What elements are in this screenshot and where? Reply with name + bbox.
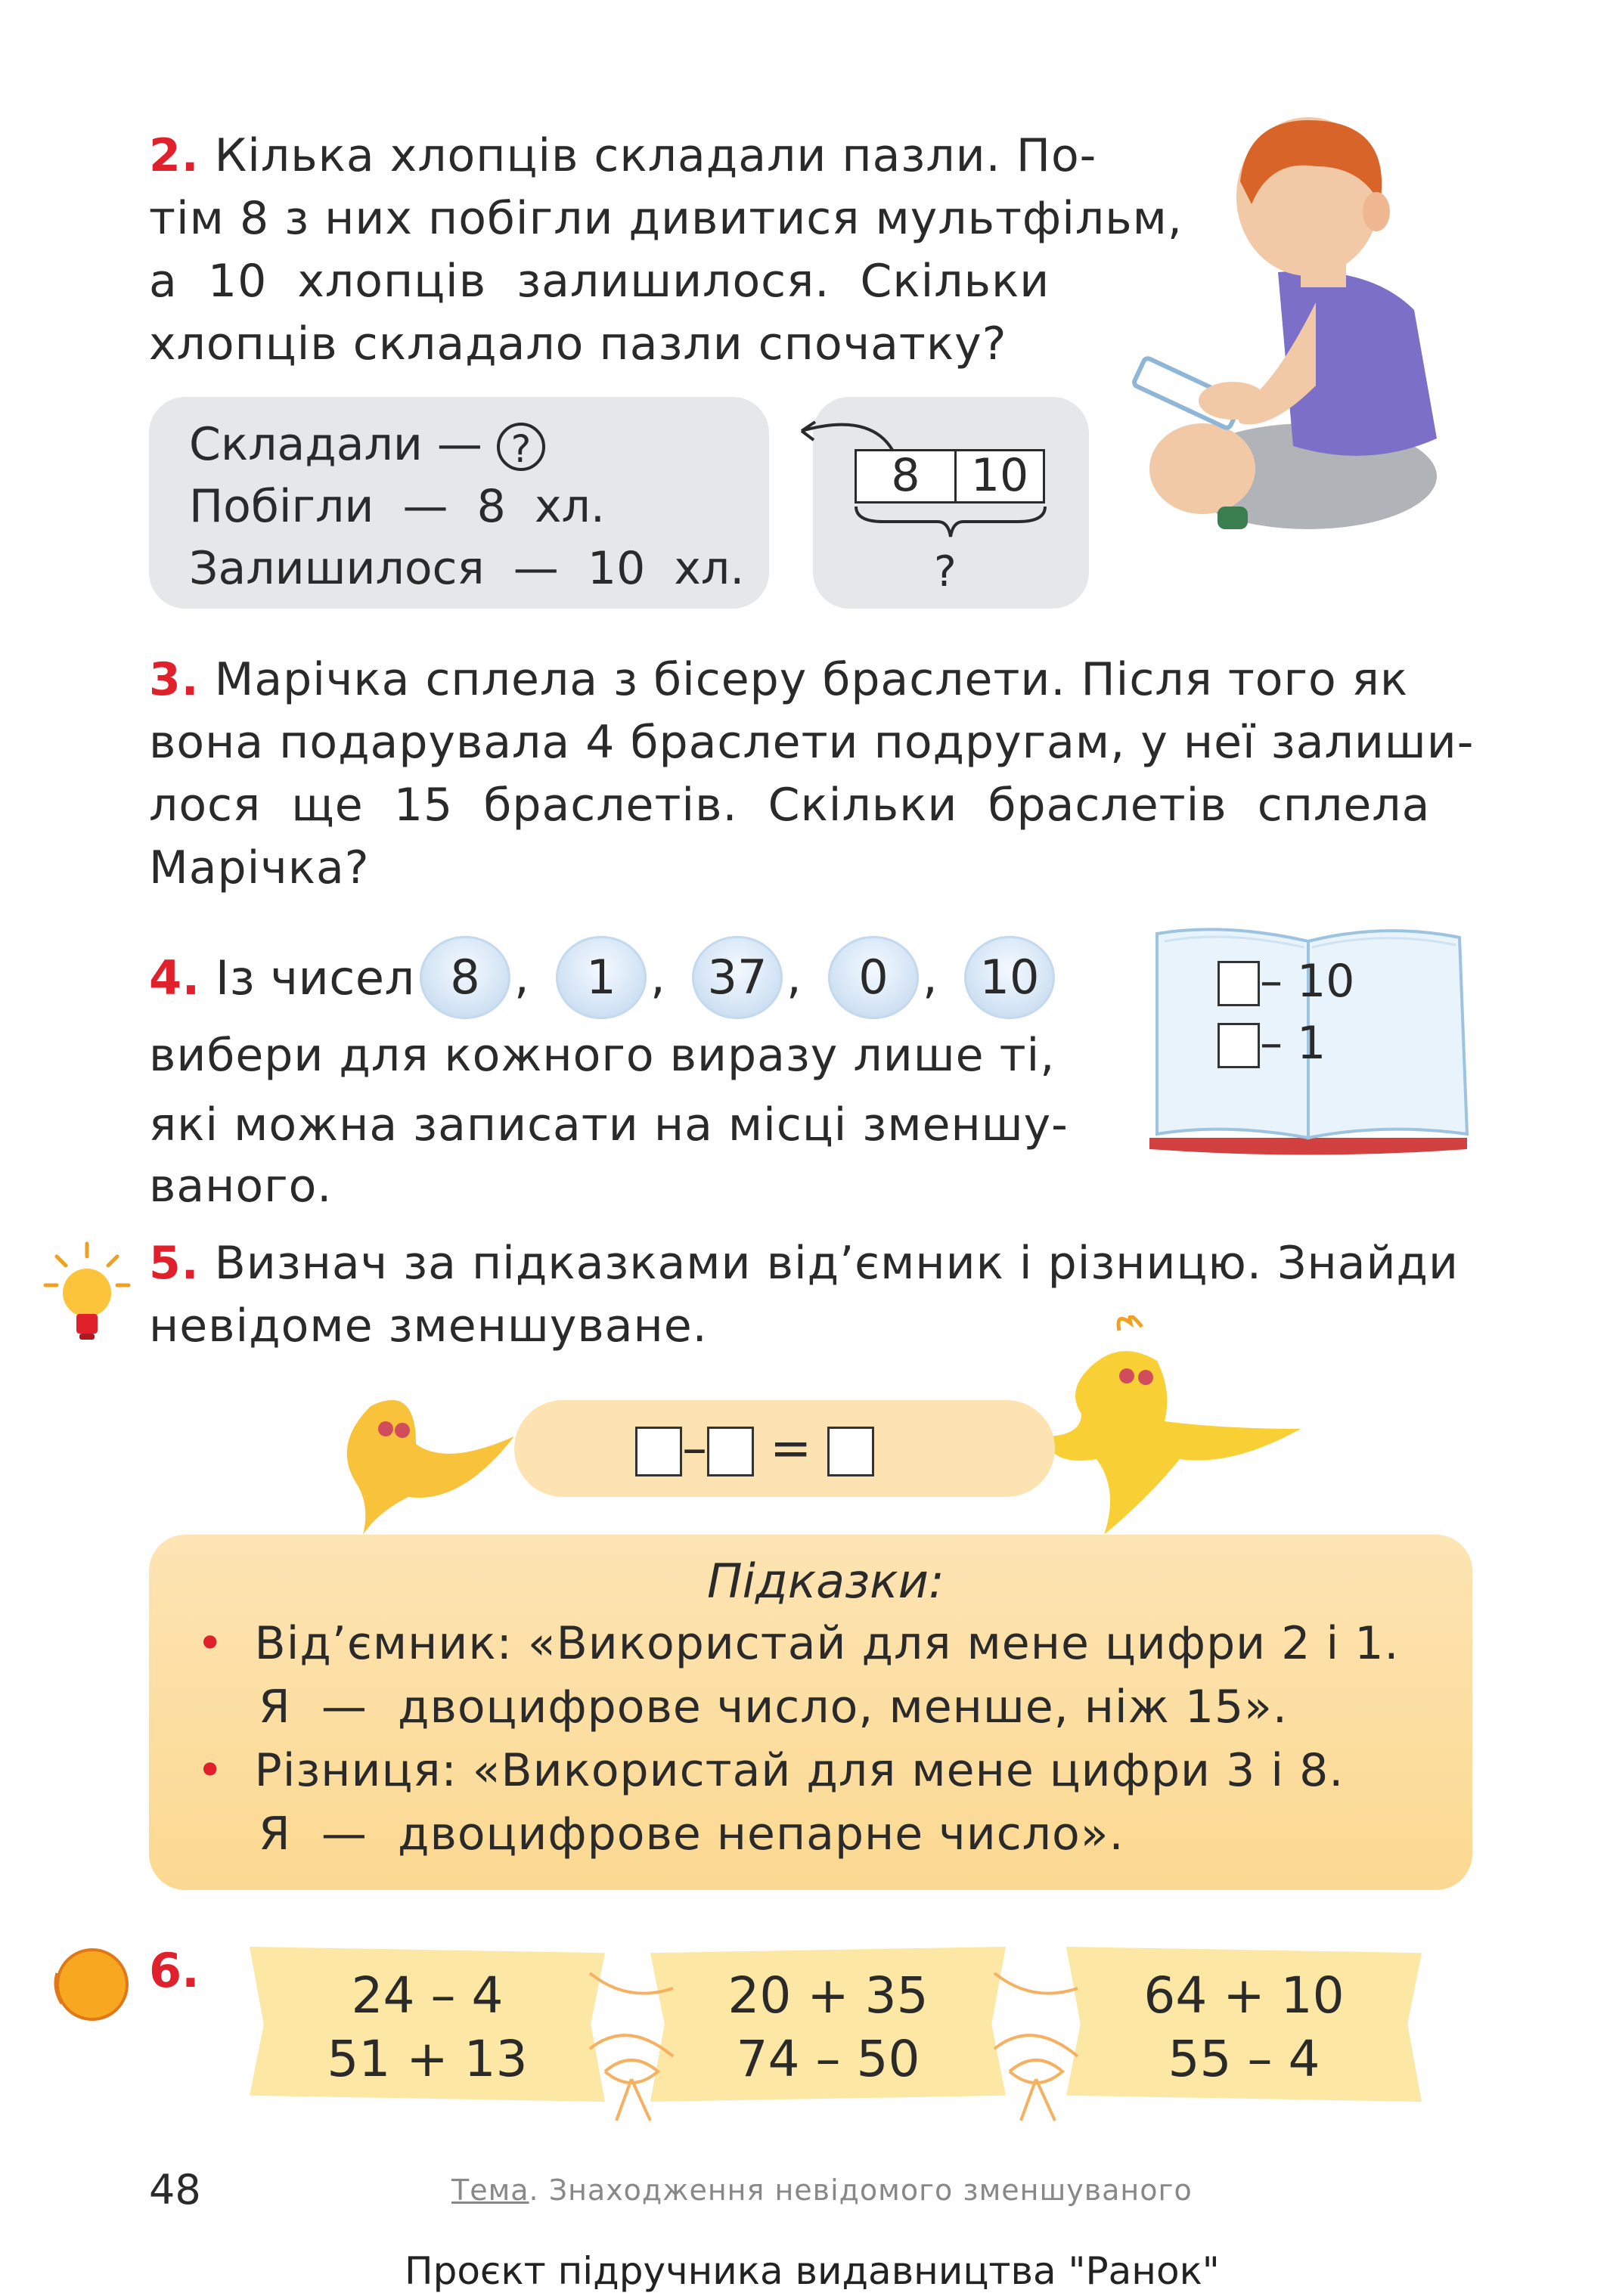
task4-line-2: які можна записати на місці зменшу- bbox=[149, 1098, 1069, 1151]
hint-1 bbox=[197, 1612, 1399, 1739]
task4-intro bbox=[149, 947, 415, 1010]
brace-icon bbox=[853, 504, 1048, 541]
task3-line-4: Марічка? bbox=[149, 841, 370, 894]
yellow-creature-left bbox=[325, 1376, 522, 1542]
task3-line-3: лося ще 15 браслетів. Скільки браслетів сплела bbox=[149, 779, 1431, 832]
task3-number: 3. bbox=[149, 653, 200, 706]
task3-line-1: Марічка сплела з бісеру браслети. Після того як bbox=[214, 653, 1409, 706]
task2-line-2: тім 8 з них побігли дивитися мультфільм, bbox=[149, 192, 1183, 245]
hint-2 bbox=[197, 1739, 1344, 1866]
publisher-note: Проєкт підручника видавництва "Ранок" bbox=[405, 2249, 1220, 2293]
page-number: 48 bbox=[149, 2166, 201, 2214]
task3-text bbox=[149, 649, 1475, 900]
number-bubble-8: 8 bbox=[420, 936, 510, 1019]
task2-condition-1 bbox=[189, 414, 545, 475]
task2-condition-2: Побігли — 8 хл. bbox=[189, 480, 605, 533]
blank-box-difference bbox=[827, 1427, 874, 1476]
equation-equals: = bbox=[769, 1419, 812, 1477]
ribbon-icon bbox=[582, 1958, 681, 2124]
blank-box bbox=[1218, 1023, 1260, 1068]
task5-number: 5. bbox=[149, 1237, 200, 1290]
expression-1-1: 24 – 4 bbox=[351, 1966, 504, 2025]
book-expression-1-text: – 10 bbox=[1260, 955, 1355, 1008]
number-bubble-37: 37 bbox=[692, 936, 783, 1019]
question-mark-circle: ? bbox=[497, 423, 545, 471]
equation-minus: – bbox=[682, 1419, 707, 1477]
bullet-icon: • bbox=[197, 1744, 225, 1797]
hint-2-line-1: Різниця: «Використай для мене цифри 3 і 8. bbox=[254, 1744, 1345, 1797]
hints-title: Підказки: bbox=[707, 1554, 945, 1609]
task3-line-2: вона подарувала 4 браслети подругам, у неї залиши- bbox=[149, 716, 1475, 769]
diagram-segment-left: 8 bbox=[855, 449, 957, 504]
diagram-segment-right: 10 bbox=[954, 449, 1045, 504]
boy-reading-illustration bbox=[1119, 113, 1482, 552]
task2-condition-1-label: Складали — bbox=[189, 418, 482, 471]
book-expression-2-text: – 1 bbox=[1260, 1017, 1326, 1070]
book-expression-1 bbox=[1218, 951, 1354, 1012]
orange-circle-icon bbox=[45, 1943, 136, 2026]
task4-intro-text: Із чисел bbox=[215, 950, 415, 1005]
book-expression-2 bbox=[1218, 1013, 1326, 1074]
topic-label: Тема bbox=[451, 2174, 529, 2207]
ribbon-icon bbox=[987, 1958, 1085, 2124]
number-bubble-1: 1 bbox=[556, 936, 647, 1019]
expression-2-1: 20 + 35 bbox=[727, 1966, 929, 2025]
blank-box bbox=[1218, 961, 1260, 1006]
task2-text bbox=[149, 125, 1183, 376]
task2-line-4: хлопців складало пазли спочатку? bbox=[149, 318, 1007, 370]
diagram-total: ? bbox=[934, 547, 957, 596]
number-bubble-10: 10 bbox=[964, 936, 1055, 1019]
task5-line-1: Визнач за підказками від’ємник і різницю. Знайди bbox=[214, 1237, 1459, 1290]
expression-2-2: 74 – 50 bbox=[736, 2030, 920, 2088]
blank-box-subtrahend bbox=[707, 1427, 754, 1476]
topic-text: . Знаходження невідомого зменшуваного bbox=[529, 2174, 1193, 2207]
comma-1: , bbox=[514, 949, 529, 1004]
task2-condition-3: Залишилося — 10 хл. bbox=[189, 542, 745, 595]
comma-3: , bbox=[786, 949, 802, 1004]
task2-line-3: а 10 хлопців залишилося. Скільки bbox=[149, 255, 1050, 308]
task5-line-2: невідоме зменшуване. bbox=[149, 1300, 708, 1353]
task2-number: 2. bbox=[149, 129, 200, 182]
lightbulb-icon bbox=[42, 1240, 132, 1353]
hint-1-line-1: Від’ємник: «Використай для мене цифри 2 і 1. bbox=[254, 1617, 1400, 1670]
hint-2-line-2: Я — двоцифрове непарне число». bbox=[259, 1808, 1124, 1861]
comma-2: , bbox=[650, 949, 665, 1004]
task4-number: 4. bbox=[149, 950, 200, 1005]
equation bbox=[635, 1421, 874, 1476]
task4-text bbox=[149, 1021, 1079, 1213]
task6-number: 6. bbox=[149, 1943, 200, 1998]
bullet-icon: • bbox=[197, 1617, 225, 1670]
yellow-creature-right bbox=[1036, 1315, 1308, 1542]
expression-3-2: 55 – 4 bbox=[1168, 2030, 1320, 2088]
task4-line-3: ваного. bbox=[149, 1160, 333, 1213]
comma-4: , bbox=[923, 949, 938, 1004]
task2-line-1: Кілька хлопців складали пазли. По- bbox=[214, 129, 1097, 182]
expression-3-1: 64 + 10 bbox=[1143, 1966, 1345, 2025]
blank-box-minuend bbox=[635, 1427, 682, 1476]
topic-line bbox=[451, 2174, 1193, 2207]
expression-1-2: 51 + 13 bbox=[327, 2030, 528, 2088]
task4-line-1: вибери для кожного виразу лише ті, bbox=[149, 1029, 1056, 1082]
hint-1-line-2: Я — двоцифрове число, менше, ніж 15». bbox=[259, 1681, 1288, 1734]
number-bubble-0: 0 bbox=[828, 936, 919, 1019]
